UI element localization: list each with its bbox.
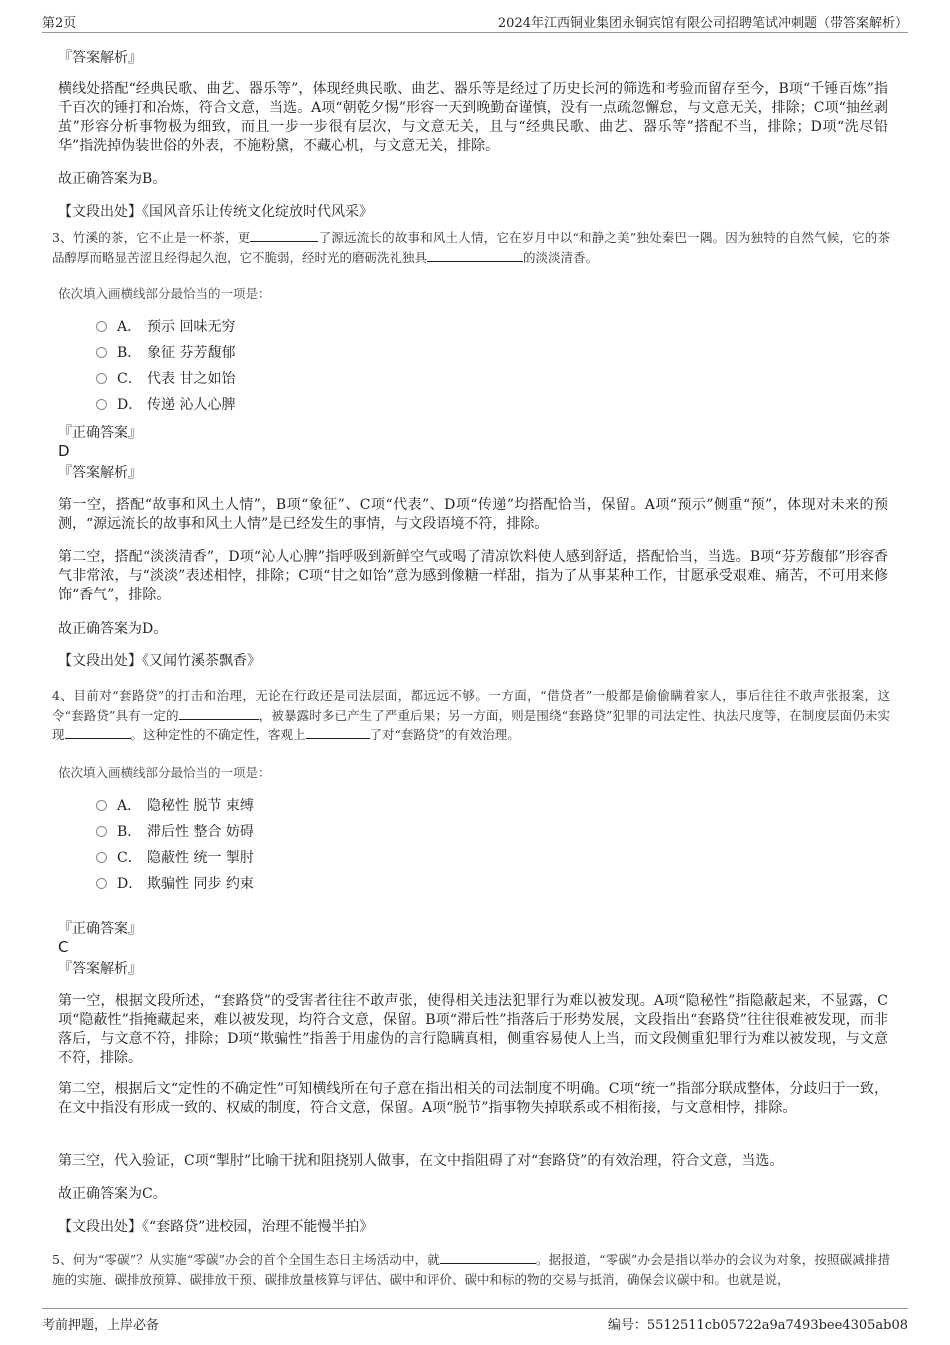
q4-analysis-label: 『答案解析』 [58,961,142,977]
q3-analysis-label: 『答案解析』 [58,465,142,481]
q4-stem-part2: ，被暴露时多已产生了严重后果；另一方面，则是围绕“套路贷”犯罪的司法定性、执法尺度等，在制度层面仍未实现 [52,707,890,742]
q2-source: 【文段出处】《国风音乐让传统文化绽放时代风采》 [58,204,373,220]
q3-answer: D [58,442,70,460]
header-divider [42,32,908,33]
radio-icon[interactable] [96,347,107,358]
q3-answer-label: 『正确答案』 [58,425,142,441]
q3-option-a[interactable]: A． 预示 回味无穷 [96,318,235,336]
q3-source: 【文段出处】《又闻竹溪茶飘香》 [58,653,261,669]
q3-stem-part2: 了源远流长的故事和风土人情，它在岁月中以“和静之美”独处秦巴一隅。因为独特的自然气候，它的茶品醇厚而略显苦涩且经得起久泡，它不脆弱，经时光的磨砺洗礼独具 [52,230,890,265]
radio-icon[interactable] [96,373,107,384]
footer-divider [42,1308,908,1309]
radio-icon[interactable] [96,321,107,332]
q3-stem-part3: 的淡淡清香。 [523,249,599,265]
q4-prompt: 依次填入画横线部分最恰当的一项是： [58,765,271,780]
q5-stem-part1: 5、何为“零碳”？从实施“零碳”办会的首个全国生态日主场活动中，就 [52,1252,440,1267]
q4-stem-part1: 4、目前对“套路贷”的打击和治理，无论在行政还是司法层面，都远远不够。一方面，“借贷者”一般都是偷偷瞒着家人，事后往往不敢声张报案，这令“套路贷”具有一定的 [52,688,890,723]
q3-option-c[interactable]: C． 代表 甘之如饴 [96,370,235,388]
q4-conclusion: 故正确答案为C。 [58,1186,167,1202]
document-title: 2024年江西铜业集团永铜宾馆有限公司招聘笔试冲刺题（带答案解析） [497,16,908,31]
q4-analysis-3: 第三空，代入验证，C项“掣肘”比喻干扰和阻挠别人做事，在文中指阻碍了对“套路贷”的有效治理，符合文意，当选。 [58,1153,784,1169]
radio-icon[interactable] [96,878,107,889]
q4-blank-1 [179,707,259,720]
q4-blank-3 [306,726,370,739]
q5-stem-part2: 。据报道，“零碳”办会是指以举办的会议为对象，按照碳减排措施的实施、碳排放预算、碳排放干预、碳排放量核算与评估、碳中和评价、碳中和标的物的交易与抵消，确保会议碳中和。也就是说， [52,1252,890,1287]
q3-option-b[interactable]: B． 象征 芬芳馥郁 [96,344,235,362]
q3-stem-part1: 3、竹溪的茶，它不止是一杯茶，更 [52,230,251,245]
radio-icon[interactable] [96,800,107,811]
q4-option-a[interactable]: A． 隐秘性 脱节 束缚 [96,797,254,815]
q2-analysis-label: 『答案解析』 [58,50,142,66]
document-id: 编号：5512511cb05722a9a7493bee4305ab08 [607,1318,908,1333]
q4-stem [52,686,890,745]
q4-analysis-1: 第一空，根据文段所述，“套路贷”的受害者往往不敢声张，使得相关违法犯罪行为难以被发现。A项“隐秘性”指隐蔽起来，不显露，C项“隐蔽性”指掩藏起来，难以被发现，均符合文意，保留。B项“滞后性”指落后于形势发展，文段指出“套路贷”往往很难被发现，而非落后，与文意不符，排除；D项“欺骗性”指善于用虚伪的言行隐瞒真相，侧重容易使人上当，而文段侧重犯罪行为难以被发现，与文意不符，排除。 [58,993,888,1066]
q3-option-d[interactable]: D． 传递 沁人心脾 [96,396,235,414]
q4-option-c[interactable]: C． 隐蔽性 统一 掣肘 [96,849,254,867]
q4-option-d[interactable]: D． 欺骗性 同步 约束 [96,875,254,893]
q3-blank-1 [250,229,318,242]
q4-answer-label: 『正确答案』 [58,921,142,937]
q3-prompt: 依次填入画横线部分最恰当的一项是： [58,286,271,301]
q4-blank-2 [65,726,131,739]
footer-slogan: 考前押题，上岸必备 [42,1318,160,1333]
radio-icon[interactable] [96,826,107,837]
q4-source: 【文段出处】《“套路贷”进校园，治理不能慢半拍》 [58,1219,374,1235]
q4-stem-part3: 。这种定性的不确定性，客观上 [130,727,306,742]
q5-blank-1 [440,1251,536,1264]
q3-analysis-1: 第一空，搭配“故事和风土人情”，B项“象征”、C项“代表”、D项“传递”均搭配恰当，保留。A项“预示”侧重“预”，体现对未来的预测，“源远流长的故事和风土人情”是已经发生的事情，与文段语境不符，排除。 [58,497,888,532]
q2-analysis: 横线处搭配“经典民歌、曲艺、器乐等”，体现经典民歌、曲艺、器乐等是经过了历史长河的筛选和考验而留存至今，B项“千锤百炼”指千百次的锤打和冶炼，符合文意，当选。A项“朝乾夕惕”形容一天到晚勤奋谨慎，没有一点疏忽懈怠，与文意无关，排除；C项“抽丝剥茧”形容分析事物极为细致，而且一步一步很有层次，与文意无关，且与“经典民歌、曲艺、器乐等”搭配不当，排除；D项“洗尽铅华”指洗掉伪装世俗的外表，不施粉黛，不藏心机，与文意无关，排除。 [58,81,888,154]
q3-analysis-2: 第二空，搭配“淡淡清香”，D项“沁人心脾”指呼吸到新鲜空气或喝了清凉饮料使人感到舒适，搭配恰当，当选。B项“芬芳馥郁”形容香气非常浓，与“淡淡”表述相悖，排除；C项“甘之如饴”意为感到像糖一样甜，指为了从事某种工作，甘愿承受艰难、痛苦，不可用来修饰“香气”，排除。 [58,549,888,603]
radio-icon[interactable] [96,399,107,410]
q4-option-b[interactable]: B． 滞后性 整合 妨碍 [96,823,254,841]
q3-conclusion: 故正确答案为D。 [58,621,168,637]
q5-stem [52,1250,890,1289]
q4-answer: C [58,938,69,956]
radio-icon[interactable] [96,852,107,863]
q4-analysis-2: 第二空，根据后文“定性的不确定性”可知横线所在句子意在指出相关的司法制度不明确。C项“统一”指部分联成整体，分歧归于一致，在文中指没有形成一致的、权威的制度，符合文意，保留。A项“脱节”指事物失掉联系或不相衔接，与文意相悖，排除。 [58,1081,888,1116]
page-number: 第2页 [42,16,77,31]
q2-conclusion: 故正确答案为B。 [58,171,167,187]
q4-stem-part4: 了对“套路贷”的有效治理。 [369,727,520,742]
q3-stem [52,228,890,267]
q3-blank-2 [427,249,523,262]
